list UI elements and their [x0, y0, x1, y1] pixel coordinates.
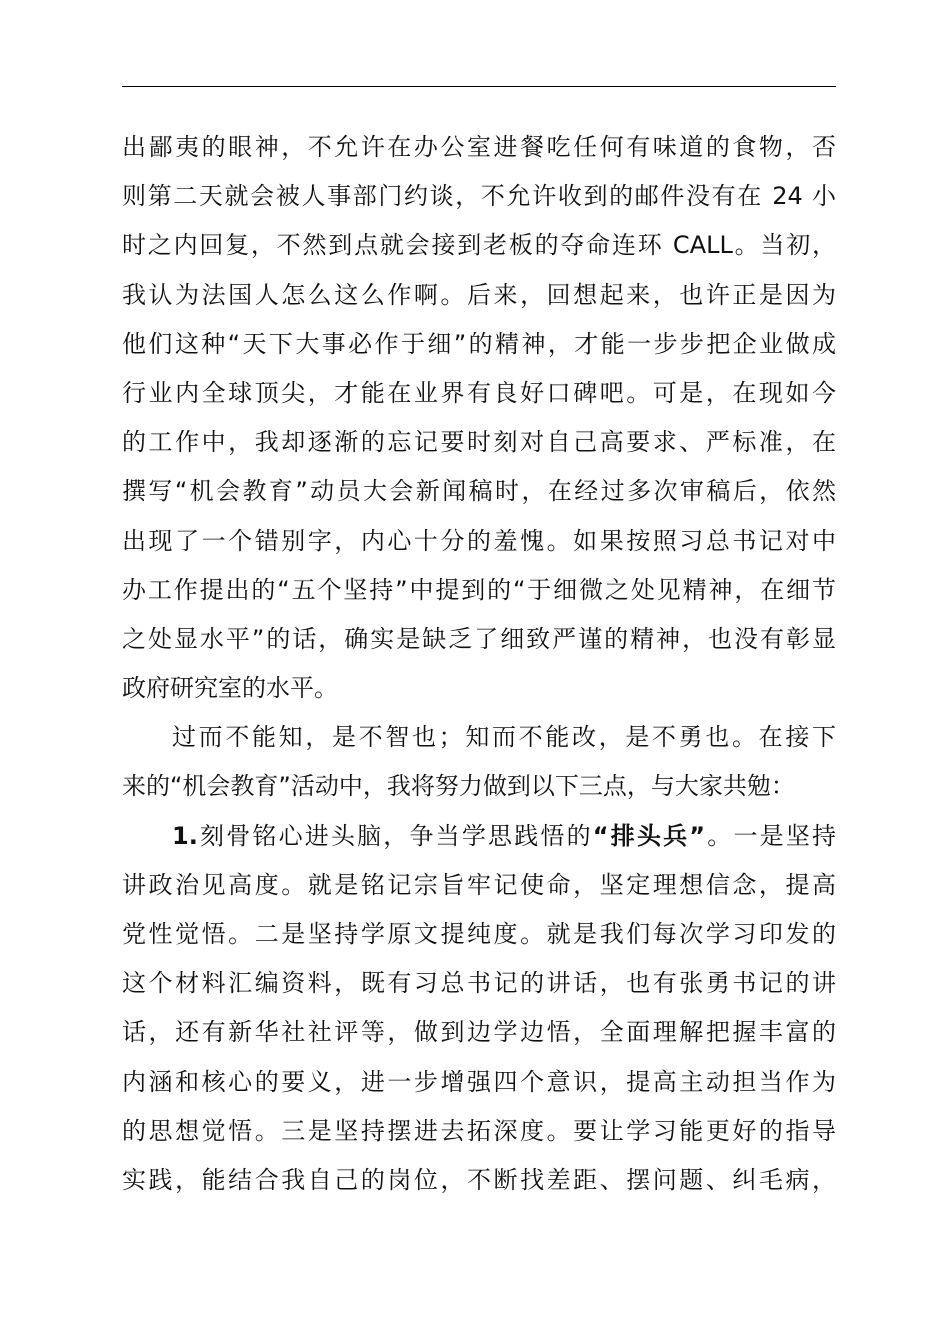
- header-divider: [122, 86, 836, 87]
- text-line: 之处显水平”的话，确实是缺乏了细致严谨的精神，也没有彰显: [122, 624, 836, 653]
- text-line: 讲政治见高度。就是铭记宗旨牢记使命，坚定理想信念，提高: [122, 870, 836, 899]
- text-line: 的工作中，我却逐渐的忘记要时刻对自己高要求、严标准，在: [122, 428, 836, 457]
- text-line: 出鄙夷的眼神，不允许在办公室进餐吃任何有味道的食物，否: [122, 133, 836, 161]
- section-heading-tail: 。一是坚持: [705, 821, 837, 850]
- section-heading-text: 刻骨铭心进头脑，争当学思践悟的: [197, 821, 593, 850]
- document-body: [122, 123, 836, 1205]
- section-number: 1.: [172, 821, 198, 850]
- section-heading-quote: “排头兵”: [592, 821, 706, 850]
- text-line: 撰写“机会教育”动员大会新闻稿时，在经过多次审稿后，依然: [122, 477, 836, 506]
- section-heading-line: [122, 812, 836, 861]
- text-line: 来的“机会教育”活动中，我将努力做到以下三点，与大家共勉：: [122, 772, 795, 801]
- text-line: 时之内回复，不然到点就会接到老板的夺命连环 CALL。当初，: [122, 231, 836, 260]
- text-line: 党性觉悟。二是坚持学原文提纯度。就是我们每次学习印发的: [122, 920, 836, 948]
- text-line: 行业内全球顶尖，才能在业界有良好口碑吧。可是，在现如今: [122, 378, 836, 407]
- text-line: 我认为法国人怎么这么作啊。后来，回想起来，也许正是因为: [122, 280, 836, 309]
- text-line: 内涵和核心的要义，进一步增强四个意识，提高主动担当作为: [122, 1067, 836, 1096]
- text-line: 实践，能结合我自己的岗位，不断找差距、摆问题、纠毛病，: [122, 1165, 836, 1194]
- text-line: 的思想觉悟。三是坚持摆进去拓深度。要让学习能更好的指导: [122, 1116, 836, 1145]
- text-line: 则第二天就会被人事部门约谈，不允许收到的邮件没有在 24 小: [122, 182, 836, 211]
- text-line: 政府研究室的水平。: [122, 674, 338, 703]
- text-line: 这个材料汇编资料，既有习总书记的讲话，也有张勇书记的讲: [122, 969, 836, 998]
- text-line: 出现了一个错别字，内心十分的羞愧。如果按照习总书记对中: [122, 526, 836, 555]
- text-line: 话，还有新华社社评等，做到边学边悟，全面理解把握丰富的: [122, 1018, 836, 1047]
- paragraph-first-line: 过而不能知，是不智也；知而不能改，是不勇也。在接下: [172, 723, 836, 752]
- text-line: 办工作提出的“五个坚持”中提到的“于细微之处见精神，在细节: [122, 575, 836, 604]
- text-line: 他们这种“天下大事必作于细”的精神，才能一步步把企业做成: [122, 329, 836, 358]
